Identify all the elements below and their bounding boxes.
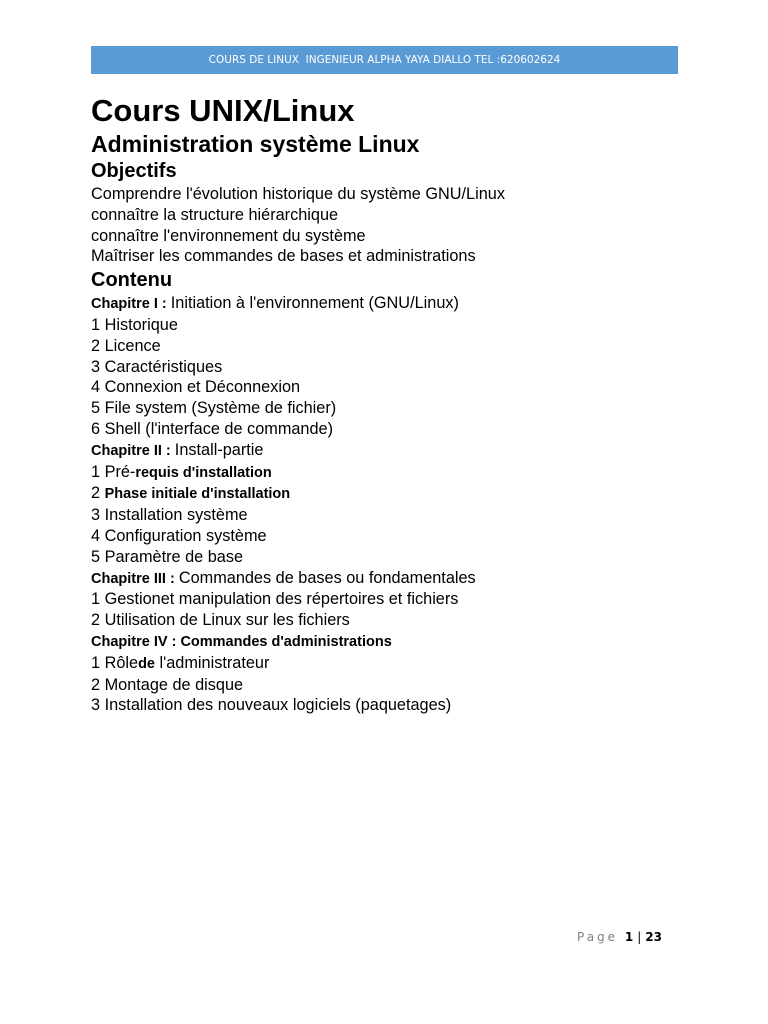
chapter-item-prefix: 2 (91, 484, 105, 503)
chapter-item: 5 File system (Système de fichier) (91, 399, 337, 418)
chapter-title: Install-partie (174, 440, 264, 459)
chapter-title: Commandes de bases ou fondamentales (178, 568, 476, 587)
chapter-label: Chapitre III : (91, 570, 179, 587)
contents-heading: Contenu (91, 269, 173, 292)
page-separator: | (637, 930, 642, 944)
chapter-item: 1 Gestionet manipulation des répertoires et fichiers (91, 590, 459, 609)
chapter-item-prefix: 1 Rôle (91, 653, 139, 672)
chapter-item: 3 Installation des nouveaux logiciels (paquetages) (91, 696, 452, 715)
page-number: 1 (624, 930, 634, 944)
objective-item: connaître l'environnement du système (91, 226, 366, 245)
chapter-label: Chapitre II : (91, 442, 175, 459)
chapter-title: Initiation à l'environnement (GNU/Linux) (170, 294, 459, 313)
chapter-heading (91, 440, 691, 462)
chapter-item-suffix: l'administrateur (155, 653, 270, 672)
chapter-item-bold: de (138, 655, 155, 672)
chapter-item-bold: Phase initiale d'installation (104, 486, 291, 503)
page-footer (577, 930, 662, 944)
page-header-banner: COURS DE LINUX INGENIEUR ALPHA YAYA DIALLO TEL :620602624 (91, 46, 678, 74)
chapter-heading (91, 293, 691, 315)
chapter-item: 3 Caractéristiques (91, 357, 223, 376)
chapter-item: 2 Montage de disque (91, 675, 244, 694)
chapter-item: 4 Connexion et Déconnexion (91, 378, 301, 397)
objective-item: connaître la structure hiérarchique (91, 205, 339, 224)
chapter-item (91, 653, 691, 675)
chapter-label: Chapitre I : (91, 296, 171, 313)
chapter-item (91, 483, 691, 505)
chapter-item: 2 Licence (91, 336, 161, 355)
chapter-item: 5 Paramètre de base (91, 547, 244, 566)
document-body (91, 92, 691, 716)
chapter-title: Commandes d'administrations (180, 633, 392, 650)
chapter-item-prefix: 1 Pré- (91, 462, 136, 481)
objective-item: Comprendre l'évolution historique du système GNU/Linux (91, 185, 505, 203)
objective-item: Maîtriser les commandes de bases et administrations (91, 247, 476, 266)
document-title: Cours UNIX/Linux (91, 93, 355, 128)
chapter-heading (91, 568, 691, 590)
chapter-heading (91, 631, 691, 653)
chapter-item: 1 Historique (91, 315, 178, 334)
chapter-item: 2 Utilisation de Linux sur les fichiers (91, 611, 350, 630)
chapter-item: 6 Shell (l'interface de commande) (91, 419, 334, 438)
chapter-item (91, 462, 691, 484)
chapter-item: 4 Configuration système (91, 526, 267, 545)
chapter-label: Chapitre IV : (91, 633, 181, 650)
objectives-heading: Objectifs (91, 160, 177, 182)
page-word: Page (577, 930, 619, 944)
chapter-item-bold: requis d'installation (135, 464, 272, 481)
total-pages: 23 (645, 930, 662, 944)
document-subtitle: Administration système Linux (91, 131, 420, 157)
chapter-item: 3 Installation système (91, 506, 248, 525)
